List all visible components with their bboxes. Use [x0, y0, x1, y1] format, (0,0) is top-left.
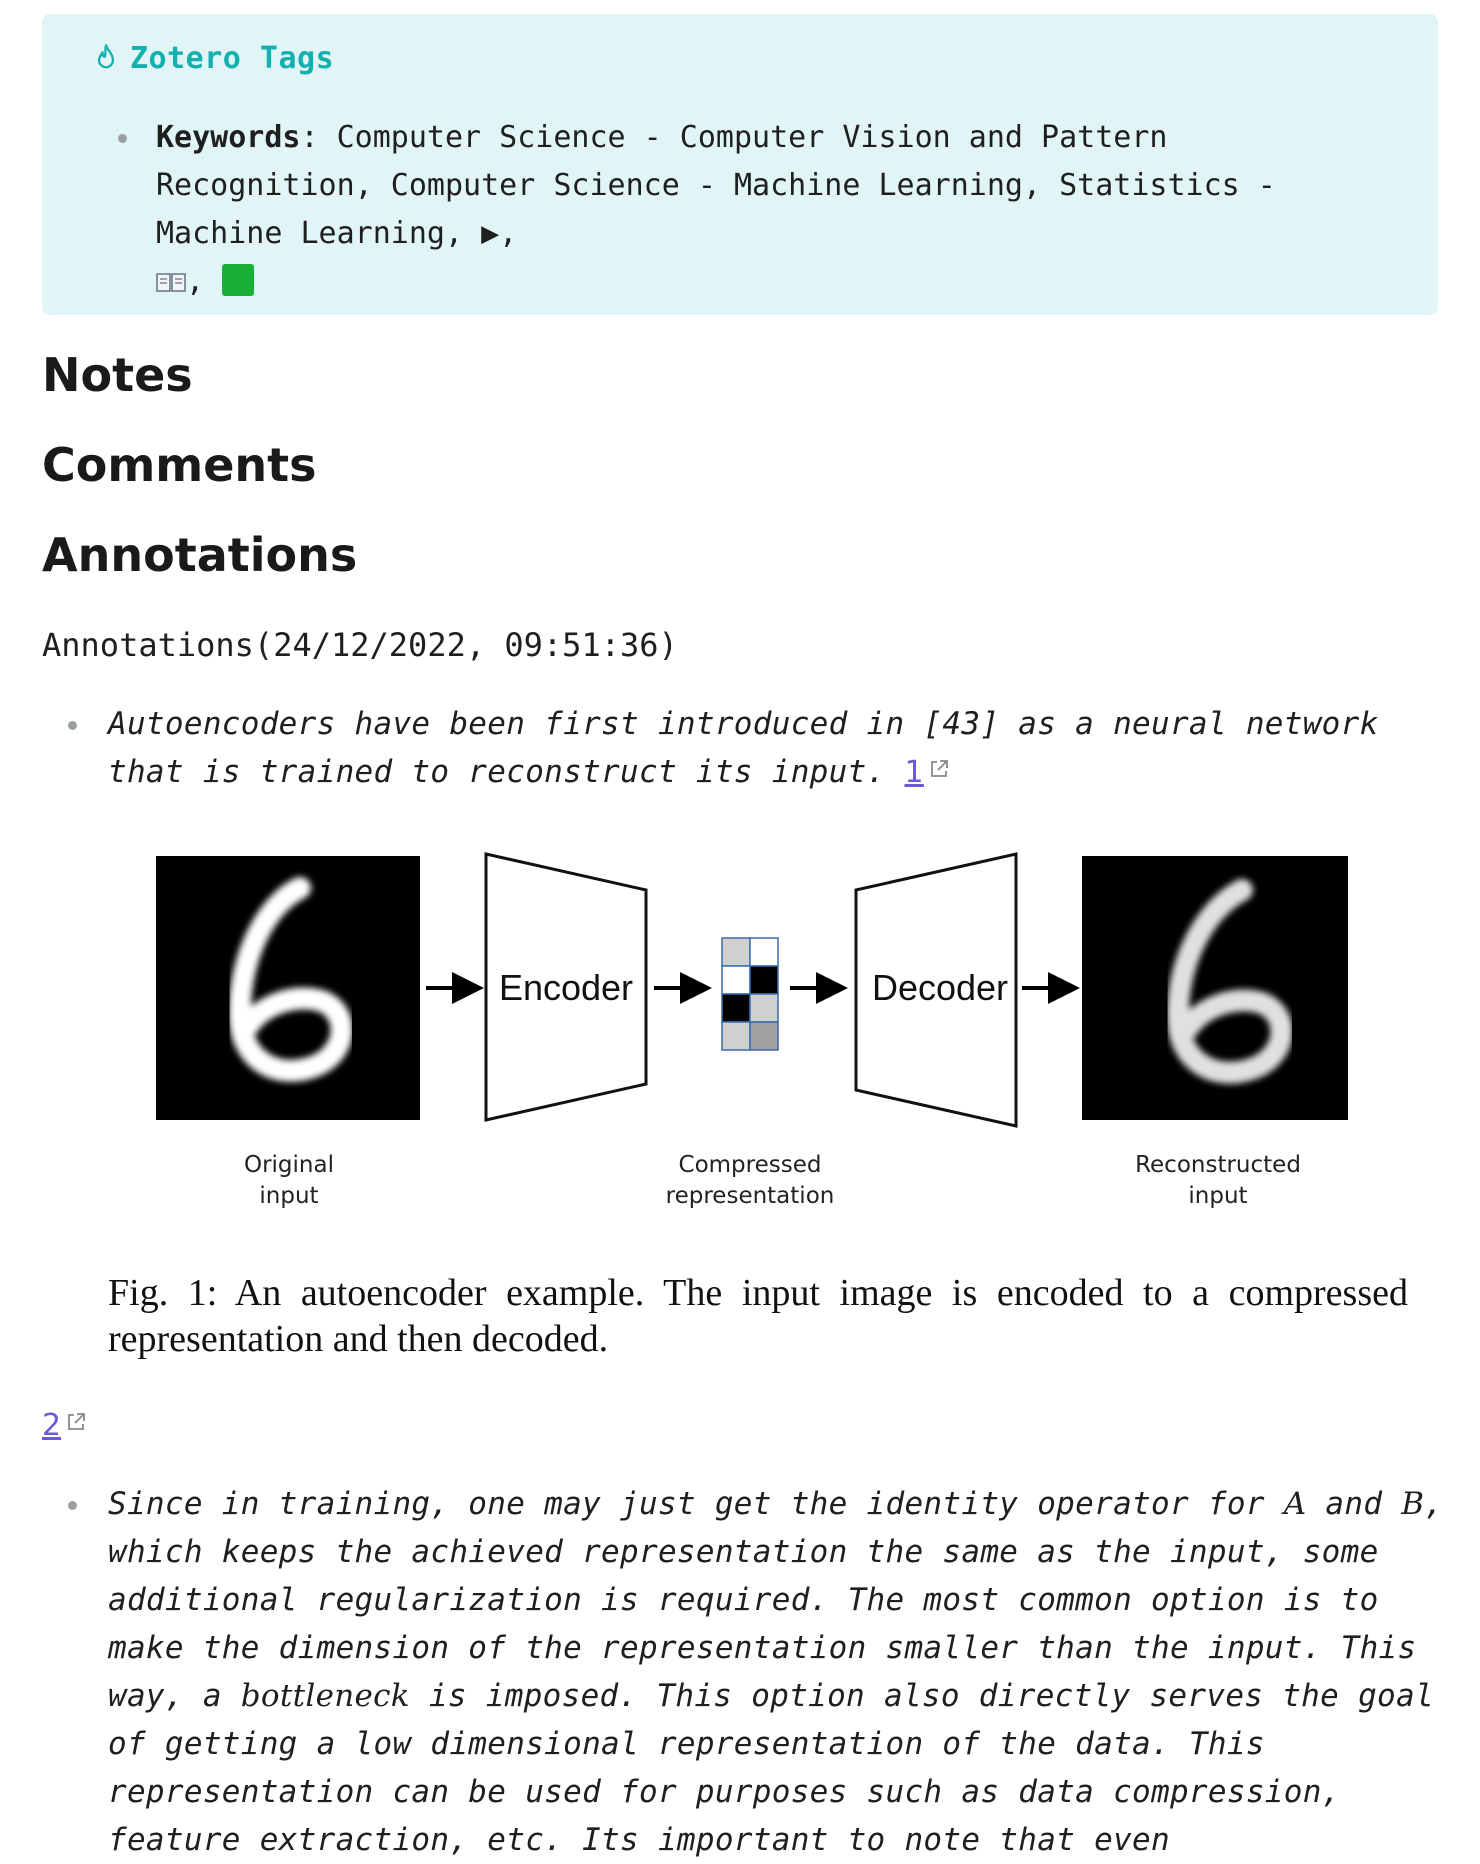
variable-b: B	[1401, 1486, 1425, 1522]
external-link-icon[interactable]	[928, 758, 950, 780]
heading-annotations: Annotations	[42, 528, 358, 582]
keywords-item: Keywords: Computer Science - Computer Vision and Pattern Recognition, Computer Science - Machine Learning, Statistics - Machine Learning, ▶, ,	[156, 114, 1386, 306]
heading-comments: Comments	[42, 438, 317, 492]
original-input-label: Original input	[243, 1152, 334, 1209]
tags-list	[92, 114, 1386, 306]
callout-title: Zotero Tags	[130, 40, 335, 76]
bottleneck-term: bottleneck	[240, 1678, 410, 1714]
figure-caption: Fig. 1: An autoencoder example. The input image is encoded to a compressed representation and then decoded.	[108, 1272, 1408, 1360]
zotero-tags-callout	[42, 14, 1438, 315]
annotation-item-1	[108, 700, 1438, 797]
annotation-ref-link-1[interactable]: 1	[904, 755, 924, 790]
callout-header	[92, 38, 1386, 78]
autoencoder-figure	[150, 848, 1370, 1238]
annotation-text: Autoencoders have been first introduced in [43] as a neural network that is trained to reconstruct its input.	[108, 706, 1379, 790]
decoder-label: Decoder	[871, 967, 1009, 1008]
encoder-label: Encoder	[498, 967, 634, 1008]
variable-a: A	[1283, 1486, 1307, 1522]
keywords-label: Keywords	[156, 120, 301, 155]
keywords-text: Computer Science - Computer Vision and Pattern Recognition, Computer Science - Machine Learning, Statistics - Machine Learning, ▶,	[156, 120, 1276, 251]
annotation-item-2: Since in training, one may just get the identity operator for A and B, which keeps the achieved representation the same as the input, some additional regularization is required. The most common option is to make the dimension of the representation smaller than the input. This way, a bottleneck is imposed. This option also directly serves the goal of getting a low dimensional representation of the data. This representation can be used for purposes such as data compression, feature extraction, etc. Its important to note that even	[108, 1480, 1448, 1864]
compressed-representation-grid	[722, 938, 778, 1050]
compressed-representation-label: Compressed representation	[665, 1152, 835, 1209]
annotation-ref-link-2[interactable]: 2	[42, 1408, 62, 1443]
flame-icon	[92, 43, 120, 73]
autoencoder-diagram	[150, 848, 1370, 1158]
green-square-icon	[222, 264, 254, 296]
annotation-ref-2	[42, 1408, 87, 1443]
annotations-timestamp: Annotations(24/12/2022, 09:51:36)	[42, 626, 678, 664]
reconstructed-input-label: Reconstructed input	[1135, 1152, 1301, 1209]
external-link-icon[interactable]	[65, 1411, 87, 1433]
open-book-icon	[156, 271, 186, 293]
heading-notes: Notes	[42, 348, 193, 402]
